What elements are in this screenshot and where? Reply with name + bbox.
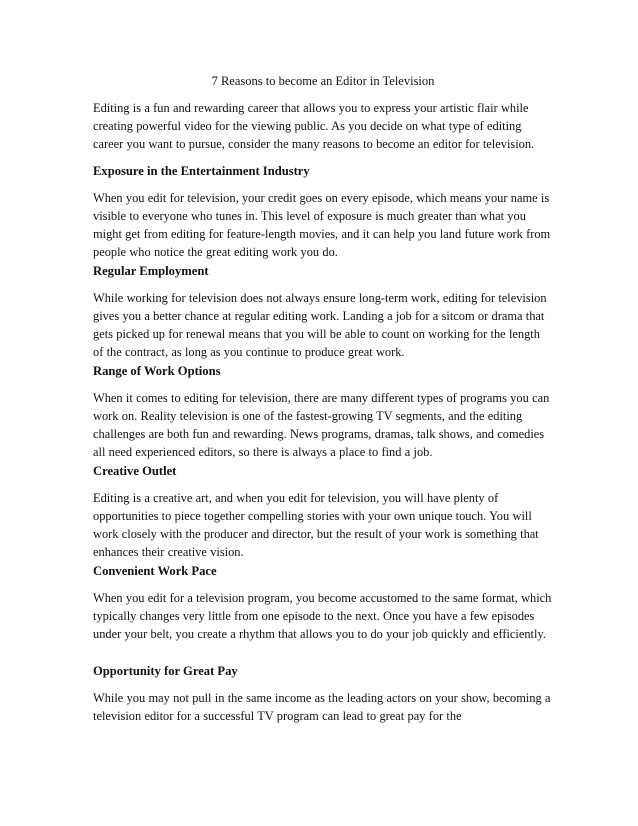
section-body-great-pay: While you may not pull in the same income as the leading actors on your show, becoming a television editor for a successful TV program can lead to great pay for the bbox=[93, 691, 551, 723]
section-body-exposure: When you edit for television, your credit goes on every episode, which means your name is visible to everyone who tunes in. This level of exposure is much greater than what you might get from editing for feature-length movies, and it can help you land future work from people who notice the great editing work you do. bbox=[93, 191, 551, 259]
document-title: 7 Reasons to become an Editor in Television bbox=[211, 74, 435, 88]
intro-paragraph: Editing is a fun and rewarding career that allows you to express your artistic flair while creating powerful video for the viewing public. As you decide on what type of editing career you want to pursue, consider the many reasons to become an editor for television. bbox=[93, 101, 535, 151]
section-body-regular-employment: While working for television does not always ensure long-term work, editing for television gives you a better chance at regular editing work. Landing a job for a sitcom or drama that gets picked up for renewal means that you will be able to count on working for the length of the contract, as long as you continue to produce great work. bbox=[93, 291, 547, 359]
section-heading-exposure: Exposure in the Entertainment Industry bbox=[93, 164, 310, 178]
section-body-range-of-work: When it comes to editing for television, there are many different types of programs you can work on. Reality television is one of the fastest-growing TV segments, and the editing challenges are both fun and rewarding. News programs, dramas, talk shows, and comedies all need experienced editors, so there is always a place to find a job. bbox=[93, 391, 550, 459]
section-heading-great-pay: Opportunity for Great Pay bbox=[93, 664, 238, 678]
section-heading-convenient-pace: Convenient Work Pace bbox=[93, 564, 217, 578]
section-body-convenient-pace: When you edit for a television program, you become accustomed to the same format, which typically changes very little from one episode to the next. Once you have a few episodes under your belt, you create a rhythm that allows you to do your job quickly and efficiently. bbox=[93, 591, 552, 641]
section-body-creative-outlet: Editing is a creative art, and when you edit for television, you will have plenty of opportunities to piece together compelling stories with your own unique touch. You will work closely with the producer and director, but the result of your work is something that enhances their creative vision. bbox=[93, 491, 539, 559]
section-heading-creative-outlet: Creative Outlet bbox=[93, 464, 177, 478]
section-heading-range-of-work: Range of Work Options bbox=[93, 364, 221, 378]
section-heading-regular-employment: Regular Employment bbox=[93, 264, 209, 278]
